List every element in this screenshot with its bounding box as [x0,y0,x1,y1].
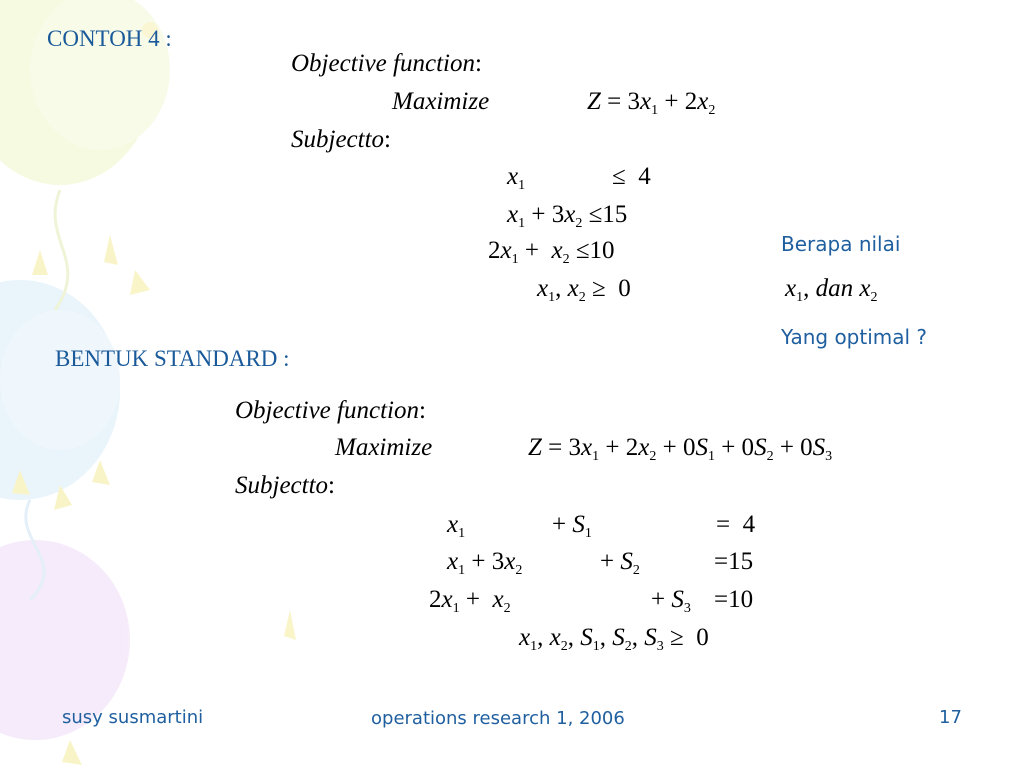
footer-author: susy susmartini [62,707,204,728]
heading-contoh: CONTOH 4 : [47,26,172,51]
constraint-2-3-rhs: =10 [714,586,754,613]
objective-equation-2: $Z = 3x_1 + 2x_2 + 0S_1 + 0S_2 + 0S_3$ [528,434,833,464]
constraint-1-2: $x_1 + 3x_2 \le 15$ [507,201,628,231]
subject-to-label-2: Subjectto: [235,472,335,499]
constraint-2-2-lhs: $x_1 + 3x_2$ [447,548,523,578]
maximize-label-1: Maximize [392,88,490,115]
constraint-2-2-rhs: =15 [714,548,754,575]
constraint-2-1-rhs: = 4 [716,511,756,538]
constraint-2-3-s3: + $S_3$ [651,586,691,616]
constraint-2-4: $x_1$, $x_2$, $S_1$, $S_2$, $S_3 \ge 0$ [519,624,709,654]
note-line-1: Berapa nilai [781,232,901,256]
subject-to-label-1: Subjectto: [291,126,391,153]
constraint-1-1: $x_1$ [507,163,526,193]
constraint-1-4: $x_1$, $x_2 \ge 0$ [537,275,631,305]
note-line-2: Yang optimal ? [781,325,928,349]
footer-course: operations research 1, 2006 [371,708,625,729]
constraint-1-1-rhs: ≤ 4 [612,163,651,190]
footer-page-number: 17 [939,707,962,728]
constraint-2-2-s2: + $S_2$ [600,548,640,578]
constraint-2-3-lhs: $2x_1 + x_2$ [429,586,511,616]
objective-equation-1: $Z = 3x_1 + 2x_2$ [587,88,716,118]
constraint-2-1-s1: + $S_1$ [552,511,592,541]
constraint-1-3: $2x_1 + x_2 \le 10$ [488,237,615,267]
maximize-label-2: Maximize [335,434,433,461]
constraint-2-1-x1: $x_1$ [447,511,466,541]
objective-label-2: Objective function: [235,397,426,424]
decision-variables: $x_1$, dan $x_2$ [785,275,878,305]
heading-bentuk-standard: BENTUK STANDARD : [55,346,290,371]
objective-label-1: Objective function: [291,50,482,77]
